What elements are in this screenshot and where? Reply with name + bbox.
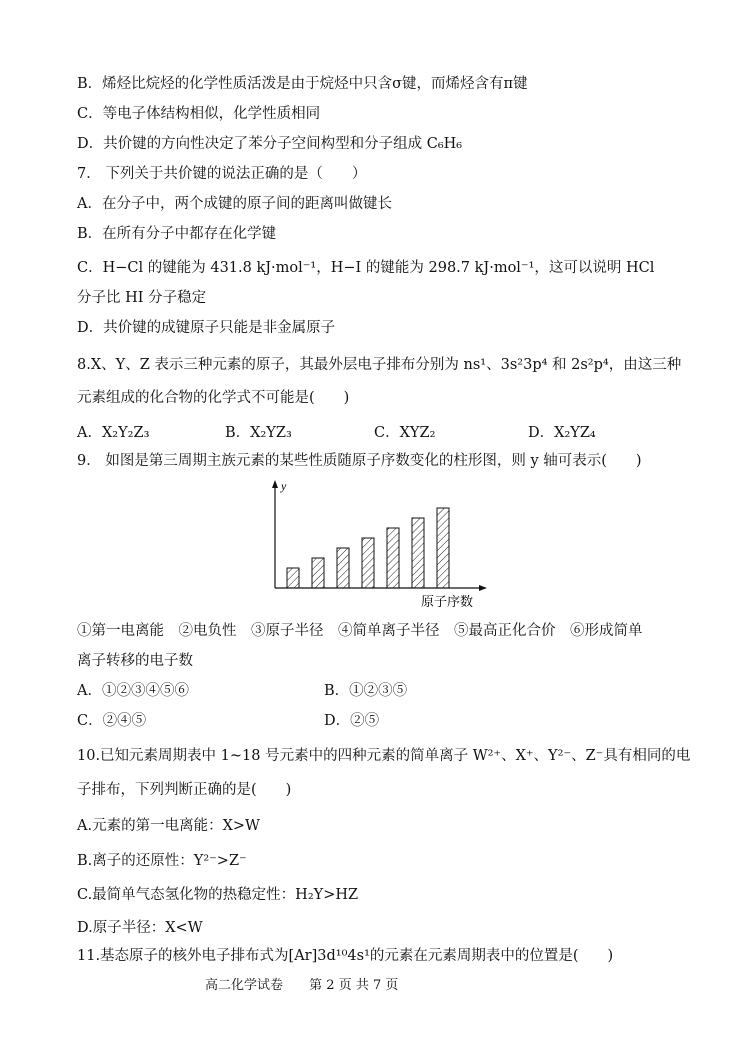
bar-5 — [387, 528, 399, 588]
option-line: D．共价键的方向性决定了苯分子空间构型和分子组成 C₆H₆ — [77, 136, 463, 152]
q9-choices: ①第一电离能 ②电负性 ③原子半径 ④简单离子半径 ⑤最高正化合价 ⑥形成简单 — [77, 623, 643, 639]
question-8: 8.X、Y、Z 表示三种元素的原子，其最外层电子排布分别为 ns¹、3s²3p⁴ 和 2s²p⁴，由这三种 — [77, 357, 682, 373]
bar-2 — [312, 558, 324, 588]
option-line: 分子比 HI 分子稳定 — [77, 290, 207, 306]
bar-7 — [437, 508, 449, 588]
question-8-cont: 元素组成的化合物的化学式不可能是( ) — [77, 390, 350, 406]
option-line: B．烯烃比烷烃的化学性质活泼是由于烷烃中只含σ键，而烯烃含有π键 — [77, 76, 528, 92]
question-11: 11.基态原子的核外电子排布式为[Ar]3d¹⁰4s¹的元素在元素周期表中的位置是( ) — [77, 948, 614, 964]
bar-chart — [255, 478, 495, 613]
question-10-cont: 子排布，下列判断正确的是( ) — [77, 782, 292, 798]
bar-3 — [337, 548, 349, 588]
bar-4 — [362, 538, 374, 588]
option-line: A．在分子中，两个成键的原子间的距离叫做键长 — [77, 196, 392, 212]
footer-subject: 高二化学试卷 — [205, 978, 284, 993]
bar-6 — [412, 518, 424, 588]
q8-option-b: B．X₂YZ₃ — [225, 425, 292, 441]
q9-option-a: A．①②③④⑤⑥ — [77, 683, 189, 699]
option-line: C．H−Cl 的键能为 431.8 kJ·mol⁻¹，H−I 的键能为 298.7 kJ·mol⁻¹，这可以说明 HCl — [77, 260, 655, 276]
question-7: 7． 下列关于共价键的说法正确的是（ ） — [77, 166, 367, 182]
q8-option-d: D．X₂YZ₄ — [528, 425, 596, 441]
page-footer — [205, 974, 420, 993]
option-line: D．共价键的成键原子只能是非金属原子 — [77, 320, 336, 336]
y-axis-arrow — [272, 480, 278, 488]
q8-option-c: C．XYZ₂ — [374, 425, 436, 441]
footer-page-number: 第 2 页 共 7 页 — [309, 978, 399, 993]
y-axis-label: y — [281, 479, 287, 493]
q9-option-c: C．②④⑤ — [77, 713, 147, 729]
q9-option-d: D．②⑤ — [324, 713, 380, 729]
bar-1 — [287, 568, 299, 588]
option-line: C．等电子体结构相似，化学性质相同 — [77, 106, 321, 122]
q8-option-a: A．X₂Y₂Z₃ — [77, 425, 150, 441]
x-axis-label: 原子序数 — [421, 594, 474, 609]
question-10: 10.已知元素周期表中 1~18 号元素中的四种元素的简单离子 W²⁺、X⁺、Y²⁻、Z⁻具有相同的电 — [77, 748, 691, 764]
x-axis-arrow — [479, 585, 487, 591]
question-9: 9． 如图是第三周期主族元素的某些性质随原子序数变化的柱形图，则 y 轴可表示( ) — [77, 453, 642, 469]
q10-option-b: B.离子的还原性：Y²⁻>Z⁻ — [77, 853, 247, 869]
q9-choices-cont: 离子转移的电子数 — [77, 653, 193, 669]
q10-option-c: C.最简单气态氢化物的热稳定性：H₂Y>HZ — [77, 887, 359, 903]
q10-option-a: A.元素的第一电离能：X>W — [77, 818, 260, 834]
q10-option-d: D.原子半径：X<W — [77, 920, 203, 936]
q9-option-b: B．①②③⑤ — [324, 683, 408, 699]
option-line: B．在所有分子中都存在化学键 — [77, 226, 277, 242]
